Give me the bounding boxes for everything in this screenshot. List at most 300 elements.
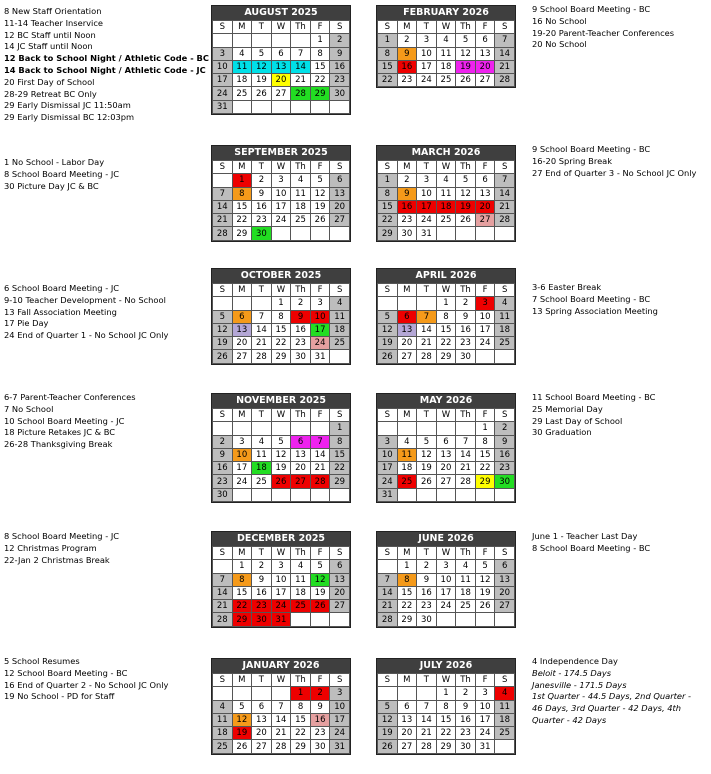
day-cell: 11 bbox=[436, 47, 456, 60]
day-cell: 7 bbox=[417, 310, 437, 323]
day-cell: 8 bbox=[475, 435, 495, 448]
day-cell: 26 bbox=[232, 740, 252, 753]
event-notes bbox=[4, 157, 204, 192]
day-cell: 3 bbox=[271, 560, 291, 573]
event-note: Beloit - 174.5 Days bbox=[532, 667, 612, 678]
day-cell: 29 bbox=[436, 350, 456, 363]
event-note: 3-6 Easter Break bbox=[532, 282, 602, 292]
weekday-header: W bbox=[436, 161, 456, 174]
event-note: 22-Jan 2 Christmas Break bbox=[4, 554, 110, 565]
day-cell: 19 bbox=[417, 462, 437, 475]
day-cell: 30 bbox=[417, 613, 437, 626]
weekday-header: S bbox=[378, 674, 398, 687]
day-cell: 1 bbox=[475, 422, 495, 435]
day-cell: 2 bbox=[417, 560, 437, 573]
day-cell: 16 bbox=[310, 713, 330, 726]
day-cell: 19 bbox=[475, 586, 495, 599]
day-cell: 8 bbox=[436, 700, 456, 713]
day-cell: 5 bbox=[475, 560, 495, 573]
empty-cell bbox=[475, 613, 495, 626]
day-cell: 24 bbox=[271, 600, 291, 613]
day-cell: 15 bbox=[436, 713, 456, 726]
event-note: 6 School Board Meeting - JC bbox=[4, 283, 120, 293]
month-title: MAY 2026 bbox=[377, 394, 515, 408]
day-cell: 27 bbox=[436, 475, 456, 488]
day-cell: 21 bbox=[213, 214, 233, 227]
event-note: 8 School Board Meeting - JC bbox=[4, 531, 120, 541]
day-cell: 29 bbox=[475, 475, 495, 488]
day-cell: 4 bbox=[436, 174, 456, 187]
event-note: 30 Graduation bbox=[532, 427, 592, 438]
empty-cell bbox=[436, 227, 456, 240]
day-cell: 6 bbox=[232, 310, 252, 323]
empty-cell bbox=[495, 227, 515, 240]
day-cell: 3 bbox=[436, 560, 456, 573]
empty-cell bbox=[213, 34, 233, 47]
day-cell: 10 bbox=[378, 448, 398, 461]
day-cell: 31 bbox=[213, 100, 233, 113]
day-cell: 18 bbox=[291, 200, 311, 213]
day-cell: 30 bbox=[495, 475, 515, 488]
day-cell: 21 bbox=[495, 200, 515, 213]
month-title: APRIL 2026 bbox=[377, 269, 515, 283]
day-cell: 8 bbox=[232, 573, 252, 586]
weekday-header: S bbox=[495, 161, 515, 174]
weekday-header: T bbox=[417, 674, 437, 687]
empty-cell bbox=[213, 174, 233, 187]
empty-cell bbox=[397, 297, 417, 310]
day-cell: 24 bbox=[310, 337, 330, 350]
day-cell: 16 bbox=[495, 448, 515, 461]
day-cell: 3 bbox=[475, 687, 495, 700]
day-cell: 10 bbox=[436, 573, 456, 586]
day-cell: 20 bbox=[232, 337, 252, 350]
day-cell: 12 bbox=[232, 713, 252, 726]
weekday-header: W bbox=[436, 409, 456, 422]
empty-cell bbox=[417, 422, 437, 435]
empty-cell bbox=[456, 488, 476, 501]
day-cell: 31 bbox=[378, 488, 398, 501]
day-cell: 21 bbox=[417, 337, 437, 350]
event-note: 9 School Board Meeting - BC bbox=[532, 4, 651, 14]
day-cell: 28 bbox=[495, 74, 515, 87]
event-notes bbox=[532, 282, 704, 317]
empty-cell bbox=[397, 488, 417, 501]
event-note: 7 No School bbox=[4, 403, 54, 414]
day-cell: 2 bbox=[291, 297, 311, 310]
empty-cell bbox=[252, 34, 272, 47]
day-cell: 25 bbox=[456, 600, 476, 613]
day-cell: 2 bbox=[397, 34, 417, 47]
day-cell: 8 bbox=[271, 310, 291, 323]
weekday-header: F bbox=[475, 547, 495, 560]
day-cell: 14 bbox=[378, 586, 398, 599]
day-cell: 6 bbox=[330, 560, 350, 573]
day-cell: 5 bbox=[378, 700, 398, 713]
empty-cell bbox=[232, 422, 252, 435]
day-cell: 20 bbox=[397, 727, 417, 740]
day-cell: 16 bbox=[330, 60, 350, 73]
empty-cell bbox=[495, 613, 515, 626]
day-cell: 15 bbox=[378, 60, 398, 73]
day-cell: 21 bbox=[495, 60, 515, 73]
weekday-header: F bbox=[475, 161, 495, 174]
day-cell: 27 bbox=[397, 740, 417, 753]
event-note: 1 No School - Labor Day bbox=[4, 157, 105, 167]
day-cell: 10 bbox=[417, 47, 437, 60]
day-cell: 19 bbox=[271, 462, 291, 475]
day-cell: 3 bbox=[330, 687, 350, 700]
event-note: 27 End of Quarter 3 - No School JC Only bbox=[532, 167, 697, 178]
day-cell: 3 bbox=[213, 47, 233, 60]
weekday-header: Th bbox=[456, 674, 476, 687]
day-cell: 4 bbox=[495, 687, 515, 700]
event-notes bbox=[4, 531, 204, 566]
day-cell: 27 bbox=[475, 214, 495, 227]
day-cell: 15 bbox=[475, 448, 495, 461]
day-cell: 14 bbox=[495, 47, 515, 60]
weekday-header: S bbox=[213, 409, 233, 422]
empty-cell bbox=[213, 560, 233, 573]
event-note: 14 Back to School Night / Athletic Code - JC bbox=[4, 64, 206, 75]
weekday-header: S bbox=[495, 674, 515, 687]
day-cell: 24 bbox=[417, 74, 437, 87]
weekday-header: Th bbox=[456, 284, 476, 297]
day-cell: 4 bbox=[291, 174, 311, 187]
day-cell: 10 bbox=[271, 187, 291, 200]
day-cell: 12 bbox=[417, 448, 437, 461]
day-cell: 19 bbox=[213, 337, 233, 350]
weekday-header: W bbox=[436, 284, 456, 297]
day-cell: 20 bbox=[495, 586, 515, 599]
day-cell: 2 bbox=[456, 297, 476, 310]
weekday-header: W bbox=[436, 547, 456, 560]
weekday-header: F bbox=[310, 284, 330, 297]
day-cell: 6 bbox=[495, 560, 515, 573]
day-cell: 13 bbox=[271, 60, 291, 73]
day-cell: 30 bbox=[397, 227, 417, 240]
event-note: 13 Fall Association Meeting bbox=[4, 306, 117, 317]
day-cell: 25 bbox=[232, 87, 252, 100]
day-cell: 3 bbox=[232, 435, 252, 448]
day-cell: 16 bbox=[252, 586, 272, 599]
day-cell: 20 bbox=[436, 462, 456, 475]
event-note: 8 New Staff Orientation bbox=[4, 6, 102, 16]
day-cell: 20 bbox=[271, 74, 291, 87]
day-cell: 5 bbox=[232, 700, 252, 713]
weekday-header: W bbox=[271, 547, 291, 560]
event-note: 7 School Board Meeting - BC bbox=[532, 293, 651, 304]
event-note: 20 No School bbox=[532, 39, 587, 50]
event-note: 8 School Board Meeting - JC bbox=[4, 168, 120, 179]
weekday-header: W bbox=[271, 284, 291, 297]
empty-cell bbox=[252, 488, 272, 501]
day-cell: 13 bbox=[397, 713, 417, 726]
day-cell: 14 bbox=[213, 586, 233, 599]
day-cell: 21 bbox=[252, 337, 272, 350]
day-cell: 29 bbox=[232, 227, 252, 240]
day-cell: 7 bbox=[291, 47, 311, 60]
day-cell: 7 bbox=[252, 310, 272, 323]
day-cell: 2 bbox=[252, 174, 272, 187]
event-note: June 1 - Teacher Last Day bbox=[532, 531, 638, 541]
event-note: 20 First Day of School bbox=[4, 76, 95, 87]
day-cell: 1 bbox=[378, 34, 398, 47]
weekday-header: S bbox=[495, 284, 515, 297]
day-cell: 2 bbox=[456, 687, 476, 700]
event-note: Janesville - 171.5 Days bbox=[532, 679, 627, 690]
day-cell: 11 bbox=[495, 310, 515, 323]
day-cell: 5 bbox=[456, 34, 476, 47]
month-calendar bbox=[211, 5, 351, 115]
empty-cell bbox=[436, 422, 456, 435]
empty-cell bbox=[456, 422, 476, 435]
weekday-header: W bbox=[271, 409, 291, 422]
day-cell: 30 bbox=[252, 227, 272, 240]
event-note: 29 Last Day of School bbox=[532, 415, 623, 426]
day-cell: 12 bbox=[271, 448, 291, 461]
event-note: 11-14 Teacher Inservice bbox=[4, 17, 103, 28]
day-cell: 7 bbox=[271, 700, 291, 713]
day-cell: 16 bbox=[397, 200, 417, 213]
day-cell: 1 bbox=[291, 687, 311, 700]
day-cell: 25 bbox=[291, 600, 311, 613]
day-cell: 8 bbox=[436, 310, 456, 323]
weekday-header: F bbox=[475, 674, 495, 687]
day-cell: 11 bbox=[232, 60, 252, 73]
day-cell: 23 bbox=[330, 74, 350, 87]
empty-cell bbox=[291, 488, 311, 501]
day-cell: 25 bbox=[436, 74, 456, 87]
day-cell: 19 bbox=[310, 586, 330, 599]
empty-cell bbox=[213, 297, 233, 310]
weekday-header: S bbox=[213, 21, 233, 34]
empty-cell bbox=[271, 100, 291, 113]
weekday-header: F bbox=[310, 409, 330, 422]
day-cell: 17 bbox=[417, 60, 437, 73]
day-cell: 25 bbox=[213, 740, 233, 753]
day-cell: 4 bbox=[436, 34, 456, 47]
day-cell: 27 bbox=[330, 600, 350, 613]
day-cell: 22 bbox=[291, 727, 311, 740]
empty-cell bbox=[310, 422, 330, 435]
day-cell: 25 bbox=[495, 337, 515, 350]
empty-cell bbox=[475, 227, 495, 240]
event-note: 30 Picture Day JC & BC bbox=[4, 180, 99, 191]
day-cell: 27 bbox=[397, 350, 417, 363]
day-cell: 9 bbox=[456, 700, 476, 713]
day-cell: 15 bbox=[397, 586, 417, 599]
day-cell: 10 bbox=[271, 573, 291, 586]
day-cell: 3 bbox=[310, 297, 330, 310]
day-cell: 28 bbox=[417, 350, 437, 363]
day-cell: 16 bbox=[397, 60, 417, 73]
weekday-header: S bbox=[330, 674, 350, 687]
day-cell: 14 bbox=[271, 713, 291, 726]
weekday-header: Th bbox=[456, 161, 476, 174]
weekday-header: Th bbox=[291, 21, 311, 34]
day-cell: 9 bbox=[417, 573, 437, 586]
day-cell: 25 bbox=[252, 475, 272, 488]
weekday-header: F bbox=[310, 547, 330, 560]
event-note: 12 School Board Meeting - BC bbox=[4, 667, 128, 678]
day-cell: 24 bbox=[475, 337, 495, 350]
empty-cell bbox=[291, 227, 311, 240]
day-cell: 25 bbox=[330, 337, 350, 350]
day-cell: 23 bbox=[213, 475, 233, 488]
day-cell: 9 bbox=[252, 187, 272, 200]
weekday-header: T bbox=[417, 161, 437, 174]
day-cell: 8 bbox=[397, 573, 417, 586]
event-note: 19 No School - PD for Staff bbox=[4, 691, 115, 702]
weekday-header: M bbox=[232, 284, 252, 297]
day-cell: 5 bbox=[417, 435, 437, 448]
day-cell: 27 bbox=[291, 475, 311, 488]
day-cell: 16 bbox=[291, 323, 311, 336]
weekday-header: S bbox=[378, 284, 398, 297]
day-cell: 1 bbox=[310, 34, 330, 47]
weekday-header: M bbox=[232, 674, 252, 687]
day-cell: 19 bbox=[378, 727, 398, 740]
day-cell: 30 bbox=[252, 613, 272, 626]
day-cell: 11 bbox=[436, 187, 456, 200]
month-title: JULY 2026 bbox=[377, 659, 515, 673]
day-cell: 17 bbox=[271, 586, 291, 599]
day-cell: 9 bbox=[252, 573, 272, 586]
empty-cell bbox=[378, 297, 398, 310]
day-cell: 13 bbox=[252, 713, 272, 726]
empty-cell bbox=[232, 34, 252, 47]
day-cell: 19 bbox=[232, 727, 252, 740]
day-cell: 13 bbox=[475, 47, 495, 60]
day-cell: 29 bbox=[436, 740, 456, 753]
day-cell: 22 bbox=[271, 337, 291, 350]
day-cell: 3 bbox=[417, 34, 437, 47]
day-cell: 14 bbox=[291, 60, 311, 73]
empty-cell bbox=[417, 488, 437, 501]
day-cell: 4 bbox=[213, 700, 233, 713]
day-cell: 22 bbox=[436, 727, 456, 740]
day-cell: 5 bbox=[456, 174, 476, 187]
weekday-header: M bbox=[232, 161, 252, 174]
weekday-header: Th bbox=[291, 284, 311, 297]
weekday-header: S bbox=[330, 284, 350, 297]
weekday-header: M bbox=[397, 284, 417, 297]
day-cell: 17 bbox=[417, 200, 437, 213]
day-cell: 18 bbox=[495, 713, 515, 726]
event-note: 18 Picture Retakes JC & BC bbox=[4, 427, 116, 438]
day-cell: 14 bbox=[495, 187, 515, 200]
day-cell: 15 bbox=[291, 713, 311, 726]
empty-cell bbox=[291, 613, 311, 626]
day-cell: 5 bbox=[252, 47, 272, 60]
empty-cell bbox=[436, 613, 456, 626]
day-cell: 7 bbox=[213, 187, 233, 200]
day-cell: 17 bbox=[213, 74, 233, 87]
day-cell: 27 bbox=[330, 214, 350, 227]
event-note: 11 School Board Meeting - BC bbox=[532, 392, 656, 402]
day-cell: 23 bbox=[397, 214, 417, 227]
day-cell: 26 bbox=[271, 475, 291, 488]
day-cell: 12 bbox=[456, 47, 476, 60]
day-cell: 2 bbox=[495, 422, 515, 435]
day-cell: 24 bbox=[330, 727, 350, 740]
empty-cell bbox=[495, 350, 515, 363]
day-cell: 2 bbox=[310, 687, 330, 700]
day-cell: 28 bbox=[213, 227, 233, 240]
day-cell: 26 bbox=[378, 740, 398, 753]
day-cell: 20 bbox=[475, 60, 495, 73]
day-cell: 12 bbox=[456, 187, 476, 200]
day-cell: 28 bbox=[252, 350, 272, 363]
weekday-header: T bbox=[252, 284, 272, 297]
day-cell: 26 bbox=[213, 350, 233, 363]
day-cell: 30 bbox=[330, 87, 350, 100]
day-cell: 9 bbox=[291, 310, 311, 323]
day-cell: 31 bbox=[417, 227, 437, 240]
day-cell: 15 bbox=[330, 448, 350, 461]
day-cell: 15 bbox=[271, 323, 291, 336]
weekday-header: T bbox=[417, 21, 437, 34]
day-cell: 23 bbox=[397, 74, 417, 87]
day-cell: 13 bbox=[291, 448, 311, 461]
empty-cell bbox=[330, 613, 350, 626]
day-cell: 31 bbox=[271, 613, 291, 626]
day-cell: 22 bbox=[475, 462, 495, 475]
weekday-header: S bbox=[378, 547, 398, 560]
day-cell: 6 bbox=[397, 700, 417, 713]
weekday-header: S bbox=[213, 674, 233, 687]
weekday-header: W bbox=[436, 674, 456, 687]
day-cell: 19 bbox=[456, 60, 476, 73]
weekday-header: S bbox=[378, 409, 398, 422]
day-cell: 1 bbox=[397, 560, 417, 573]
day-cell: 13 bbox=[475, 187, 495, 200]
event-note: 13 Spring Association Meeting bbox=[532, 305, 658, 316]
day-cell: 18 bbox=[436, 60, 456, 73]
day-cell: 11 bbox=[291, 573, 311, 586]
empty-cell bbox=[310, 227, 330, 240]
day-cell: 13 bbox=[436, 448, 456, 461]
day-cell: 14 bbox=[417, 323, 437, 336]
event-note: 24 End of Quarter 1 - No School JC Only bbox=[4, 330, 169, 341]
day-cell: 9 bbox=[310, 700, 330, 713]
weekday-header: T bbox=[252, 21, 272, 34]
month-title: MARCH 2026 bbox=[377, 146, 515, 160]
month-calendar bbox=[211, 531, 351, 628]
weekday-header: Th bbox=[456, 21, 476, 34]
day-cell: 29 bbox=[378, 227, 398, 240]
event-note: 16 End of Quarter 2 - No School JC Only bbox=[4, 679, 169, 690]
empty-cell bbox=[271, 422, 291, 435]
day-cell: 10 bbox=[475, 310, 495, 323]
weekday-header: M bbox=[397, 674, 417, 687]
day-cell: 11 bbox=[291, 187, 311, 200]
event-note: 5 School Resumes bbox=[4, 656, 80, 666]
day-cell: 6 bbox=[436, 435, 456, 448]
empty-cell bbox=[291, 422, 311, 435]
event-notes bbox=[4, 392, 204, 451]
day-cell: 25 bbox=[291, 214, 311, 227]
weekday-header: Th bbox=[291, 409, 311, 422]
day-cell: 17 bbox=[310, 323, 330, 336]
day-cell: 12 bbox=[475, 573, 495, 586]
day-cell: 10 bbox=[213, 60, 233, 73]
day-cell: 7 bbox=[495, 34, 515, 47]
weekday-header: T bbox=[252, 409, 272, 422]
event-note: 10 School Board Meeting - JC bbox=[4, 415, 125, 426]
day-cell: 26 bbox=[310, 600, 330, 613]
